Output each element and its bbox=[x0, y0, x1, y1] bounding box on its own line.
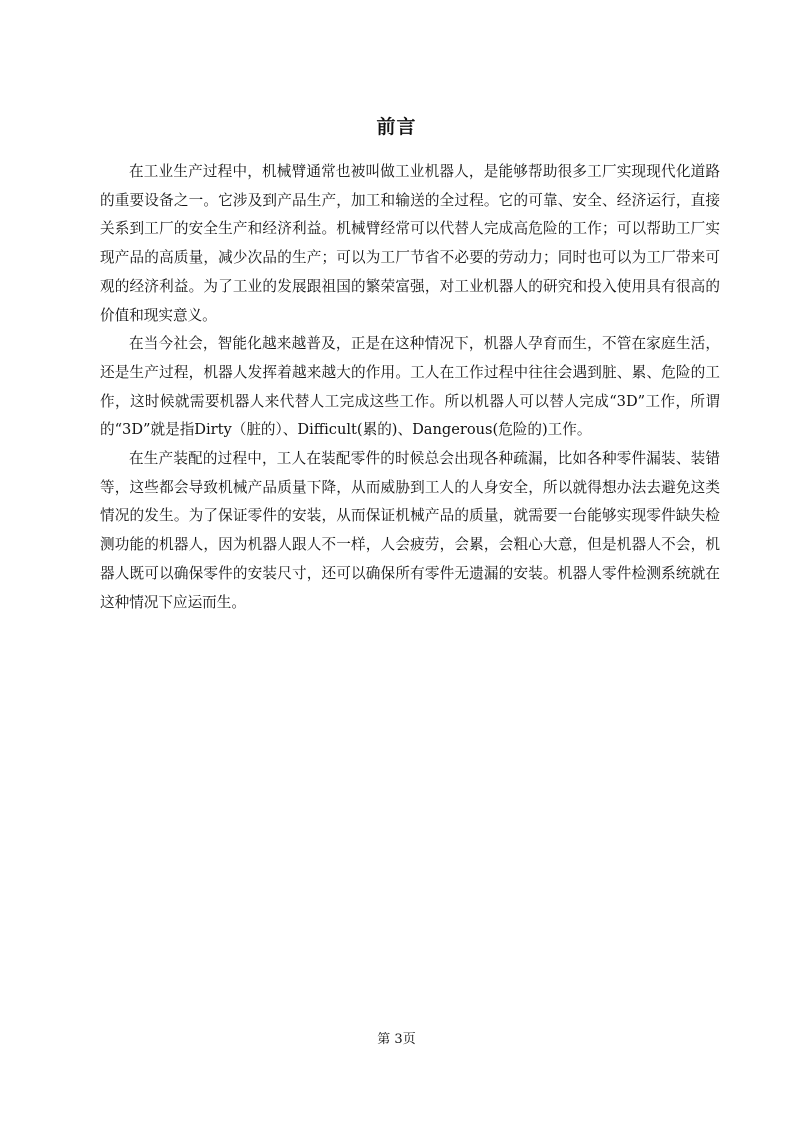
paragraph-3: 在生产装配的过程中，工人在装配零件的时候总会出现各种疏漏，比如各种零件漏装、装错等，这些都会导致机械产品质量下降，从而威胁到工人的人身安全，所以就得想办法去避免这类情况的发生。为了保证零件的安装，从而保证机械产品的质量，就需要一台能够实现零件缺失检测功能的机器人，因为机器人跟人不一样，人会疲劳，会累，会粗心大意，但是机器人不会，机器人既可以确保零件的安装尺寸，还可以确保所有零件无遗漏的安装。机器人零件检测系统就在这种情况下应运而生。 bbox=[100, 450, 720, 611]
page-title: 前言 bbox=[376, 116, 417, 138]
page-number: 第 3页 bbox=[377, 1032, 416, 1047]
body-text bbox=[100, 158, 720, 617]
paragraph-2: 在当今社会，智能化越来越普及，正是在这种情况下，机器人孕育而生，不管在家庭生活，还是生产过程，机器人发挥着越来越大的作用。工人在工作过程中往往会遇到脏、累、危险的工作，这时候就需要机器人来代替人工完成这些工作。所以机器人可以替人完成“3D”工作，所谓的“3D”就是指Dirty（脏的）、Difficult(累的)、Dangerous(危险的)工作。 bbox=[100, 335, 720, 439]
paragraph-1: 在工业生产过程中，机械臂通常也被叫做工业机器人，是能够帮助很多工厂实现现代化道路的重要设备之一。它涉及到产品生产，加工和输送的全过程。它的可靠、安全、经济运行，直接关系到工厂的安全生产和经济利益。机械臂经常可以代替人完成高危险的工作；可以帮助工厂实现产品的高质量，减少次品的生产；可以为工厂节省不必要的劳动力；同时也可以为工厂带来可观的经济利益。为了工业的发展跟祖国的繁荣富强，对工业机器人的研究和投入使用具有很高的价值和现实意义。 bbox=[100, 163, 720, 324]
